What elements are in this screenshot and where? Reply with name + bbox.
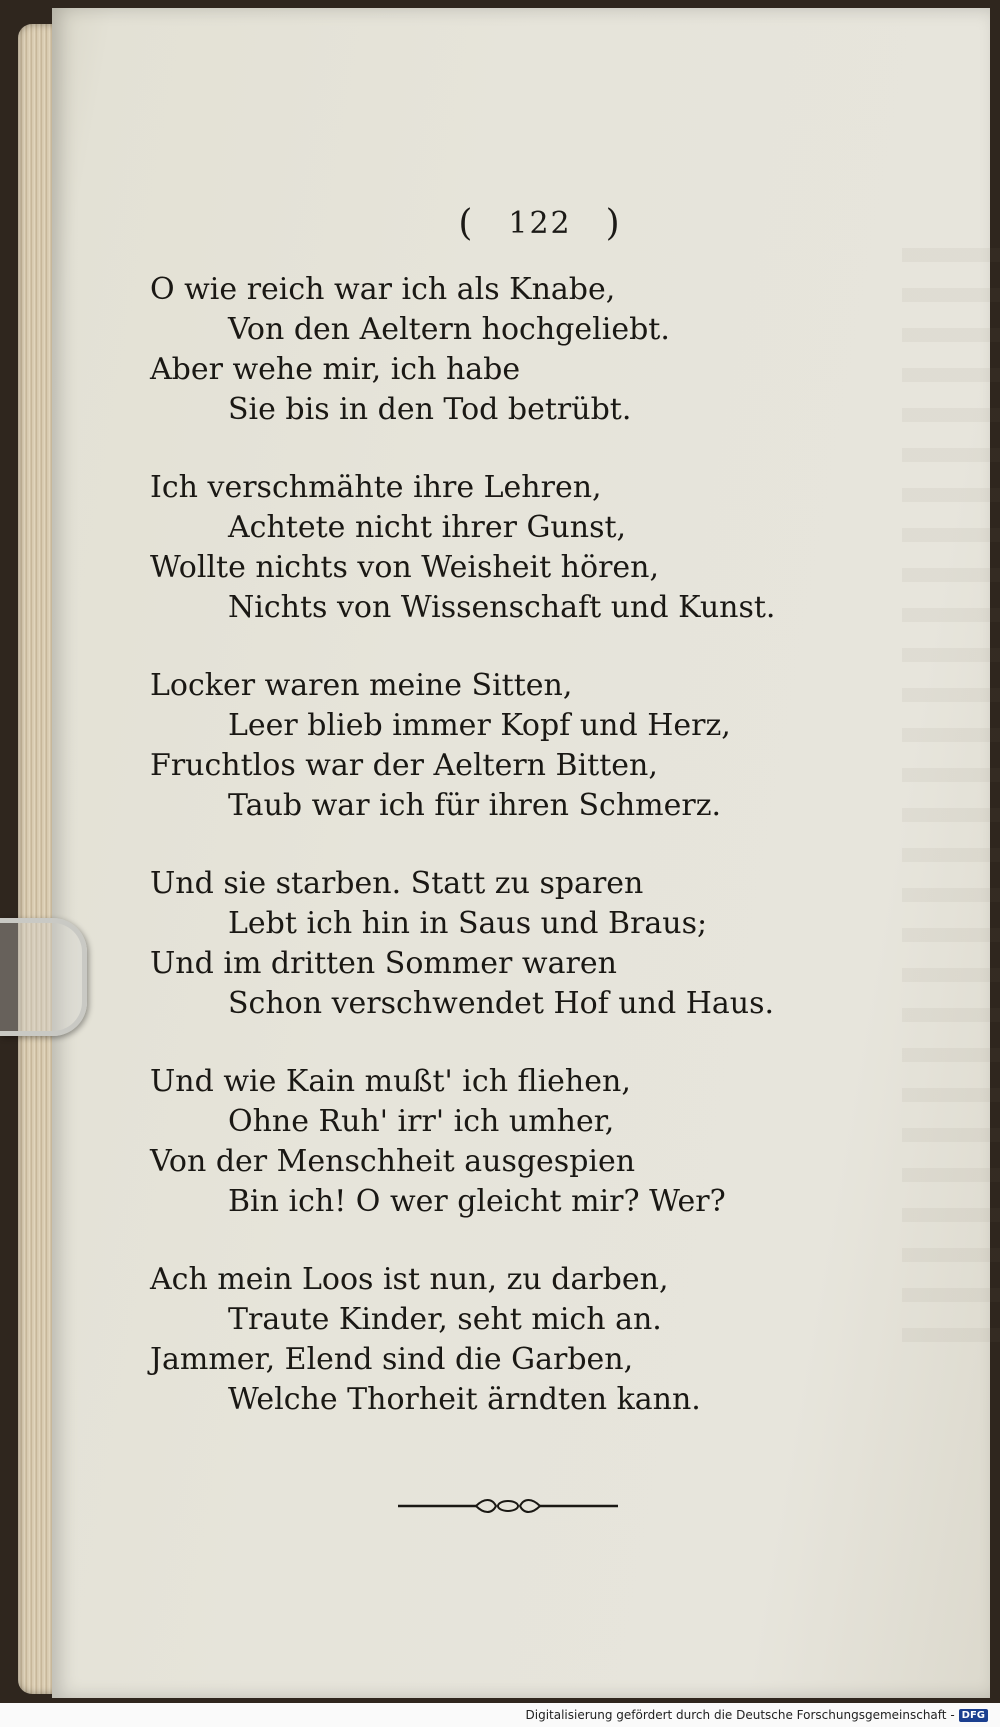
poem-line: Aber wehe mir, ich habe [150, 352, 521, 387]
stanza [150, 864, 870, 1024]
poem-line: Welche Thorheit ärndten kann. [228, 1382, 701, 1417]
poem-line: Und sie starben. Statt zu sparen [150, 866, 644, 901]
poem-line: Achtete nicht ihrer Gunst, [228, 510, 627, 545]
poem-line: Bin ich! O wer gleicht mir? Wer? [228, 1184, 726, 1219]
bleed-through [902, 248, 1000, 1348]
poem-line: Von der Menschheit ausgespien [150, 1144, 636, 1179]
poem-line: Schon verschwendet Hof und Haus. [228, 986, 775, 1021]
page-number-value: 122 [508, 205, 572, 241]
poem-line: Jammer, Elend sind die Garben, [150, 1342, 634, 1377]
dfg-logo: DFG [959, 1709, 988, 1722]
poem-line: Traute Kinder, seht mich an. [228, 1302, 662, 1337]
poem-line: Von den Aeltern hochgeliebt. [228, 312, 670, 347]
poem-line: Locker waren meine Sitten, [150, 668, 573, 703]
poem-line: Sie bis in den Tod betrübt. [228, 392, 632, 427]
poem-line: Ich verschmähte ihre Lehren, [150, 470, 602, 505]
paren-close: ) [605, 202, 622, 244]
poem-line: Und wie Kain mußt' ich fliehen, [150, 1064, 631, 1099]
ornament-divider [396, 1494, 620, 1518]
paren-open: ( [458, 202, 475, 244]
paper-clip [0, 918, 87, 1036]
poem-line: Ohne Ruh' irr' ich umher, [228, 1104, 615, 1139]
stanza [150, 666, 870, 826]
poem-line: Und im dritten Sommer waren [150, 946, 617, 981]
footer-credit: Digitalisierung gefördert durch die Deutsche Forschungsgemeinschaft - [525, 1708, 955, 1722]
poem-line: Lebt ich hin in Saus und Braus; [228, 906, 708, 941]
page-number [440, 198, 640, 248]
stanza [150, 468, 870, 628]
poem [150, 270, 870, 1458]
poem-line: Nichts von Wissenschaft und Kunst. [228, 590, 776, 625]
stanza [150, 270, 870, 430]
poem-line: Ach mein Loos ist nun, zu darben, [150, 1262, 669, 1297]
stanza [150, 1260, 870, 1420]
footer-bar [0, 1703, 1000, 1727]
stanza [150, 1062, 870, 1222]
poem-line: Leer blieb immer Kopf und Herz, [228, 708, 731, 743]
poem-line: Taub war ich für ihren Schmerz. [228, 788, 722, 823]
poem-line: Wollte nichts von Weisheit hören, [150, 550, 660, 585]
poem-line: Fruchtlos war der Aeltern Bitten, [150, 748, 658, 783]
poem-line: O wie reich war ich als Knabe, [150, 272, 616, 307]
